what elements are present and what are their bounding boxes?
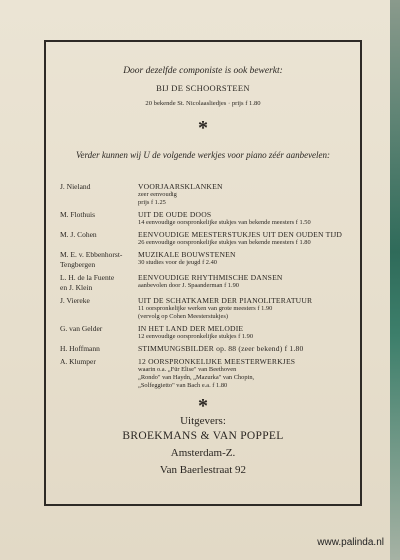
composer-name-line: J. Nieland <box>60 182 91 191</box>
page-edge-strip <box>390 0 400 560</box>
list-item <box>60 230 356 247</box>
composer-name <box>60 182 138 192</box>
composer-name <box>60 324 138 334</box>
work-title: UIT DE SCHATKAMER DER PIANOLITERATUUR <box>138 296 313 305</box>
work-detail: „Rondo" van Haydn, „Mazurka" van Chopin, <box>138 374 255 381</box>
publisher-name: BROEKMANS & VAN POPPEL <box>122 430 284 442</box>
work-detail: zeer eenvoudig <box>138 191 177 198</box>
works-list <box>60 182 356 390</box>
asterisk-separator: * <box>198 117 208 139</box>
watermark-text: www.palinda.nl <box>317 537 384 548</box>
work-title: EENVOUDIGE MEESTERSTUKJES UIT DEN OUDEN TIJD <box>138 230 343 239</box>
composer-name <box>60 344 138 354</box>
composer-name <box>60 296 138 306</box>
composer-name-line: M. Flothuis <box>60 210 96 219</box>
work-info <box>138 296 356 321</box>
composer-name-line: L. H. de la Fuente <box>60 273 115 282</box>
work-title: MUZIKALE BOUWSTENEN <box>138 250 236 259</box>
work-detail: aanbevolen door J. Spaanderman f 1.90 <box>138 282 239 289</box>
composer-name-line: H. Hoffmann <box>60 344 100 353</box>
list-item <box>60 344 356 354</box>
work-info <box>138 344 356 353</box>
work-detail: 30 studies voor de jeugd f 2.40 <box>138 259 217 266</box>
composer-name-line: en J. Klein <box>60 283 93 292</box>
work-info <box>138 250 356 267</box>
bordered-frame <box>44 40 362 506</box>
composer-name <box>60 357 138 367</box>
work-detail: (vervolg op Cohen Meesterstukjes) <box>138 313 228 320</box>
work-info <box>138 210 356 227</box>
work-title: STIMMUNGSBILDER op. 88 (zeer bekend) f 1.80 <box>138 344 304 353</box>
list-item <box>60 296 356 321</box>
list-item <box>60 324 356 341</box>
composer-name-line: J. Viereke <box>60 296 90 305</box>
work-info <box>138 273 356 290</box>
work-detail: 14 eenvoudige oorspronkelijke stukjes van bekende meesters f 1.50 <box>138 219 311 226</box>
work-title: 12 OORSPRONKELIJKE MEESTERWERKJES <box>138 357 296 366</box>
work-detail: 26 eenvoudige oorspronkelijke stukjes van bekende meesters f 1.80 <box>138 239 311 246</box>
composer-name <box>60 230 138 240</box>
work-detail: 12 eenvoudige oorspronkelijke stukjes f 1.90 <box>138 333 254 340</box>
work-info <box>138 182 356 207</box>
list-item <box>60 210 356 227</box>
composer-name-line: G. van Gelder <box>60 324 103 333</box>
featured-description: 20 bekende St. Nicolaasliedjes · prijs f 1.80 <box>145 100 261 107</box>
work-detail: prijs f 1.25 <box>138 199 166 206</box>
work-title: UIT DE OUDE DOOS <box>138 210 212 219</box>
work-title: VOORJAARSKLANKEN <box>138 182 223 191</box>
composer-name <box>60 250 138 270</box>
work-info <box>138 357 356 390</box>
composer-name-line: M. E. v. Ebbenhorst- <box>60 250 123 259</box>
work-detail: 11 oorspronkelijke werken van grote meesters f 1.90 <box>138 305 273 312</box>
composer-name-line: A. Klumper <box>60 357 96 366</box>
list-item <box>60 273 356 293</box>
publisher-address: Van Baerlestraat 92 <box>159 464 247 476</box>
publisher-city: Amsterdam-Z. <box>170 447 236 459</box>
work-title: IN HET LAND DER MELODIE <box>138 324 244 333</box>
work-info <box>138 324 356 341</box>
composer-name <box>60 273 138 293</box>
composer-name-line: M. J. Cohen <box>60 230 97 239</box>
composer-name <box>60 210 138 220</box>
work-detail: „Solfeggietto" van Bach e.a. f 1.80 <box>138 382 228 389</box>
list-item <box>60 182 356 207</box>
publisher-label: Uitgevers: <box>180 415 226 427</box>
composer-name-line: Tengbergen <box>60 260 96 269</box>
work-info <box>138 230 356 247</box>
work-detail: waarin o.a. „Für Elise" van Beethoven <box>138 366 237 373</box>
intro-text: Door dezelfde componiste is ook bewerkt: <box>123 66 283 76</box>
work-title: EENVOUDIGE RHYTHMISCHE DANSEN <box>138 273 283 282</box>
list-item <box>60 250 356 270</box>
featured-title: BIJ DE SCHOORSTEEN <box>156 83 250 93</box>
recommendation-intro: Verder kunnen wij U de volgende werkjes voor piano zéér aanbevelen: <box>75 150 331 160</box>
list-item <box>60 357 356 390</box>
asterisk-separator-2: * <box>198 395 208 417</box>
